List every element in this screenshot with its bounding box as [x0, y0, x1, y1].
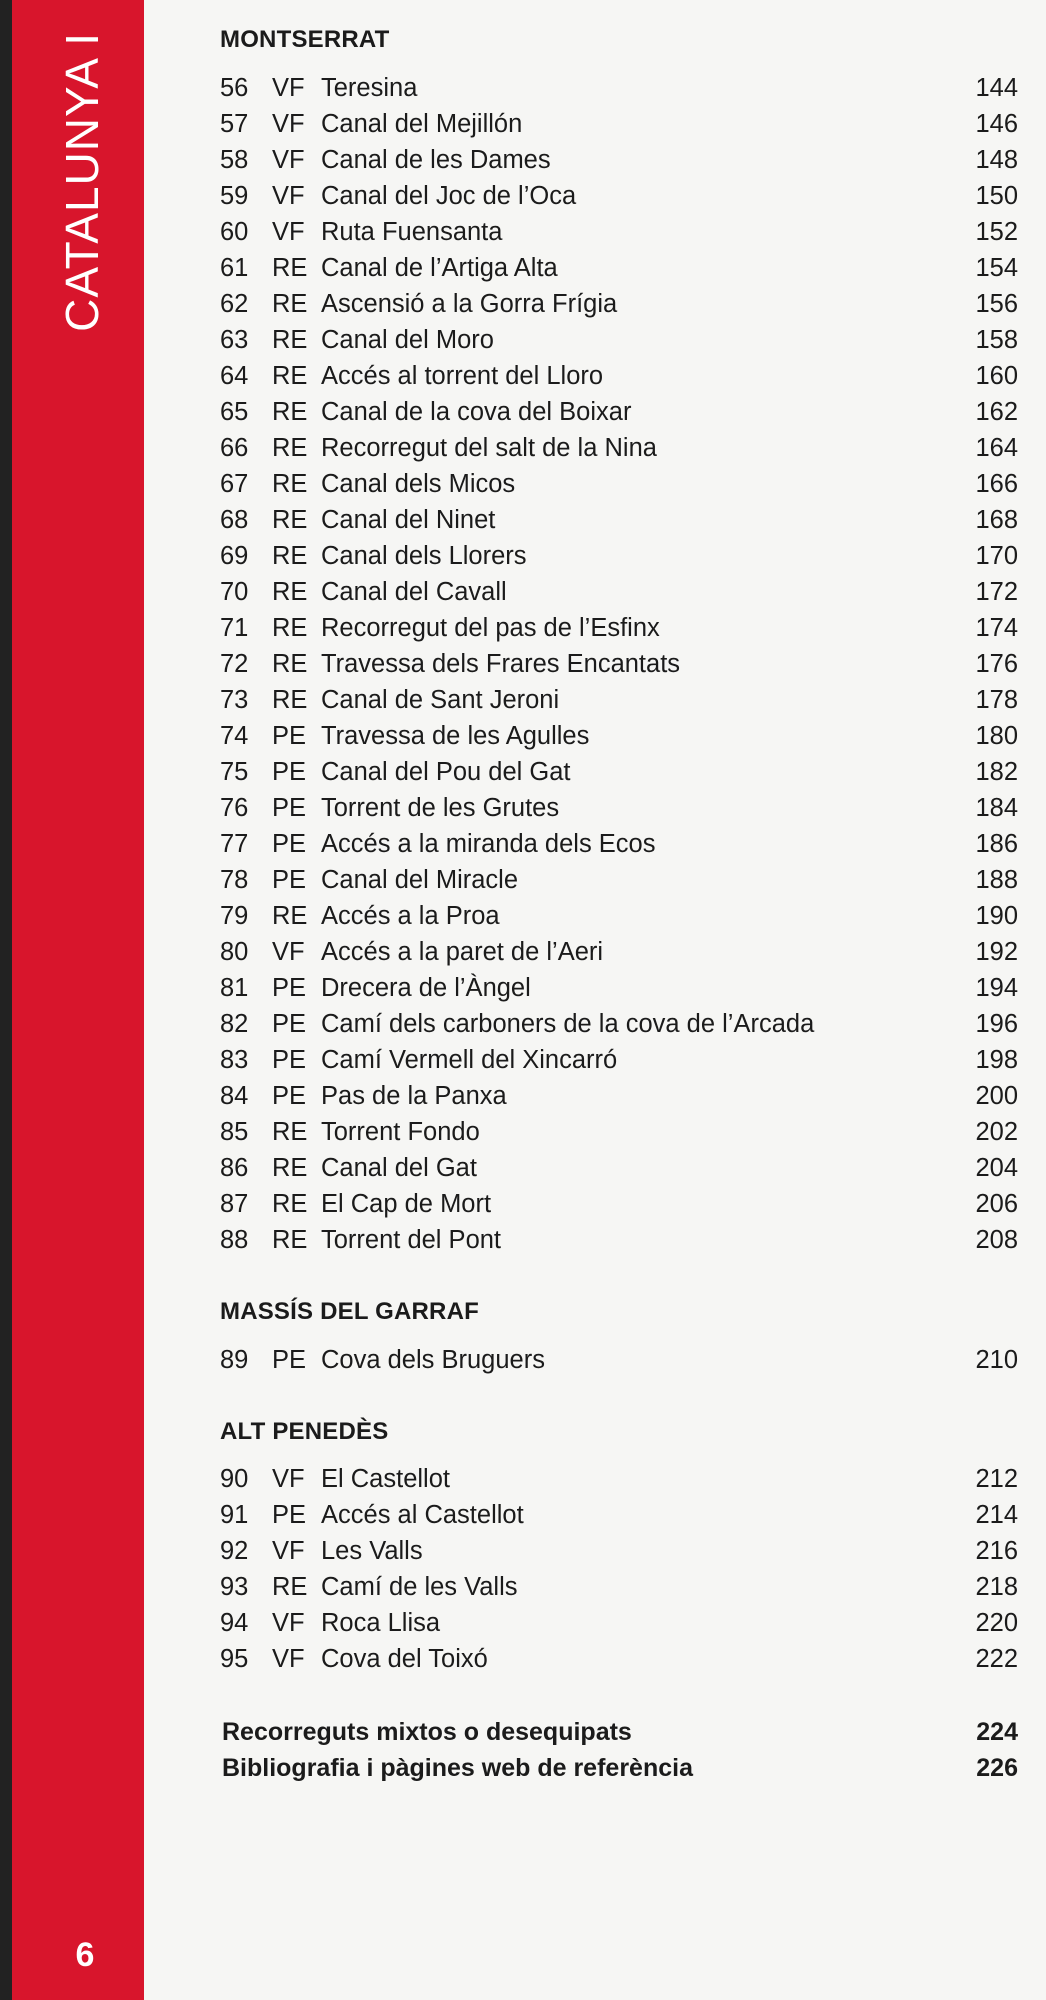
entry-page: 178	[975, 686, 1018, 714]
entry-number: 64	[220, 362, 249, 390]
entry-number: 87	[220, 1190, 249, 1218]
entry-title: Accés al torrent del Lloro	[321, 362, 604, 390]
entry-code: PE	[272, 1501, 307, 1529]
entry-title: Canal del Pou del Gat	[321, 758, 571, 786]
entry-code: RE	[272, 470, 308, 498]
entry-code: VF	[272, 218, 305, 246]
entry-page: 200	[975, 1082, 1018, 1110]
entry-number: 69	[220, 542, 249, 570]
entry-number: 86	[220, 1154, 249, 1182]
entry-page: 174	[975, 614, 1018, 642]
toc-row[interactable]	[220, 1461, 1018, 1497]
entry-code: RE	[272, 1154, 308, 1182]
entry-code: VF	[272, 1645, 305, 1673]
entry-code: PE	[272, 866, 307, 894]
toc-row[interactable]	[220, 538, 1018, 574]
toc-row[interactable]	[220, 1186, 1018, 1222]
entry-page: 188	[975, 866, 1018, 894]
entry-code: RE	[272, 398, 308, 426]
entry-number: 82	[220, 1010, 249, 1038]
entry-page: 172	[975, 578, 1018, 606]
entry-page: 210	[975, 1346, 1018, 1374]
entry-code: PE	[272, 974, 307, 1002]
entry-number: 77	[220, 830, 249, 858]
entry-number: 81	[220, 974, 249, 1002]
entry-page: 198	[975, 1046, 1018, 1074]
entry-page: 176	[975, 650, 1018, 678]
entry-page: 152	[975, 218, 1018, 246]
entry-number: 67	[220, 470, 249, 498]
entry-page: 192	[975, 938, 1018, 966]
entry-number: 90	[220, 1465, 249, 1493]
toc-row[interactable]	[220, 970, 1018, 1006]
entry-title: Canal dels Micos	[321, 470, 516, 498]
extra-page: 226	[976, 1754, 1018, 1782]
entry-page: 222	[975, 1645, 1018, 1673]
entry-code: VF	[272, 74, 305, 102]
entry-code: PE	[272, 1010, 307, 1038]
entry-title: Canal del Miracle	[321, 866, 519, 894]
entry-title: Accés a la paret de l’Aeri	[321, 938, 604, 966]
entry-page: 184	[975, 794, 1018, 822]
entry-page: 186	[975, 830, 1018, 858]
entry-page: 162	[975, 398, 1018, 426]
entry-number: 93	[220, 1573, 249, 1601]
entry-title: Torrent Fondo	[321, 1118, 480, 1146]
entry-page: 144	[975, 74, 1018, 102]
entry-title: El Castellot	[321, 1465, 450, 1493]
toc-row[interactable]	[220, 826, 1018, 862]
entry-title: El Cap de Mort	[321, 1190, 492, 1218]
entry-title: Canal del Cavall	[321, 578, 507, 606]
entry-page: 150	[975, 182, 1018, 210]
entry-number: 75	[220, 758, 249, 786]
entry-title: Accés a la miranda dels Ecos	[321, 830, 656, 858]
entry-number: 76	[220, 794, 249, 822]
toc-row[interactable]	[220, 322, 1018, 358]
toc-row[interactable]	[220, 142, 1018, 178]
entry-number: 84	[220, 1082, 249, 1110]
entry-code: RE	[272, 650, 308, 678]
sidebar-title-wrap	[52, 32, 112, 352]
entry-title: Canal del Moro	[321, 326, 494, 354]
entry-title: Recorregut del salt de la Nina	[321, 434, 657, 462]
toc-row[interactable]	[220, 466, 1018, 502]
page-number: 6	[75, 1936, 95, 1974]
entry-code: RE	[272, 542, 308, 570]
entry-code: RE	[272, 578, 308, 606]
entry-page: 216	[975, 1537, 1018, 1565]
toc-row[interactable]	[220, 286, 1018, 322]
entry-code: VF	[272, 1609, 305, 1637]
toc-row[interactable]	[220, 502, 1018, 538]
entry-code: RE	[272, 1118, 308, 1146]
entry-code: VF	[272, 938, 305, 966]
entry-title: Canal del Gat	[321, 1154, 477, 1182]
entry-page: 194	[975, 974, 1018, 1002]
entry-page: 214	[975, 1501, 1018, 1529]
entry-number: 83	[220, 1046, 249, 1074]
entry-title: Torrent de les Grutes	[321, 794, 560, 822]
entry-number: 89	[220, 1346, 249, 1374]
entry-title: Canal del Joc de l’Oca	[321, 182, 577, 210]
entry-code: PE	[272, 1082, 307, 1110]
entry-page: 204	[975, 1154, 1018, 1182]
entry-page: 170	[975, 542, 1018, 570]
toc-row[interactable]	[220, 754, 1018, 790]
entry-title: Canal de la cova del Boixar	[321, 398, 632, 426]
entry-code: RE	[272, 686, 308, 714]
entry-number: 71	[220, 614, 249, 642]
entry-page: 168	[975, 506, 1018, 534]
entry-code: RE	[272, 1573, 308, 1601]
entry-number: 66	[220, 434, 249, 462]
entry-code: VF	[272, 146, 305, 174]
toc-row[interactable]	[220, 898, 1018, 934]
toc-row[interactable]	[220, 1078, 1018, 1114]
toc-row[interactable]	[220, 718, 1018, 754]
entry-code: RE	[272, 506, 308, 534]
entry-number: 60	[220, 218, 249, 246]
entry-number: 57	[220, 110, 249, 138]
entry-title: Canal de l’Artiga Alta	[321, 254, 558, 282]
entry-code: RE	[272, 1190, 308, 1218]
toc-row[interactable]	[220, 934, 1018, 970]
entry-page: 154	[975, 254, 1018, 282]
entry-code: RE	[272, 254, 308, 282]
entry-title: Pas de la Panxa	[321, 1082, 507, 1110]
entry-page: 206	[975, 1190, 1018, 1218]
entry-title: Ascensió a la Gorra Frígia	[321, 290, 618, 318]
entry-code: RE	[272, 902, 308, 930]
entry-code: RE	[272, 290, 308, 318]
toc-row[interactable]	[220, 610, 1018, 646]
toc-row[interactable]	[220, 250, 1018, 286]
entry-page: 212	[975, 1465, 1018, 1493]
entry-number: 58	[220, 146, 249, 174]
entry-title: Camí de les Valls	[321, 1573, 518, 1601]
entry-title: Cova dels Bruguers	[321, 1346, 545, 1374]
entry-page: 202	[975, 1118, 1018, 1146]
entry-number: 92	[220, 1537, 249, 1565]
entry-page: 158	[975, 326, 1018, 354]
entry-number: 79	[220, 902, 249, 930]
entry-number: 95	[220, 1645, 249, 1673]
toc-row[interactable]	[220, 1114, 1018, 1150]
toc-row[interactable]	[220, 790, 1018, 826]
toc-row[interactable]	[220, 682, 1018, 718]
toc-row[interactable]	[220, 1042, 1018, 1078]
toc-row[interactable]	[220, 1569, 1018, 1605]
entry-number: 72	[220, 650, 249, 678]
toc-row[interactable]	[220, 1641, 1018, 1677]
section-heading-montserrat: MONTSERRAT	[220, 26, 390, 53]
entry-title: Travessa de les Agulles	[321, 722, 590, 750]
entry-title: Accés al Castellot	[321, 1501, 524, 1529]
toc-row[interactable]	[220, 358, 1018, 394]
toc-row[interactable]	[220, 430, 1018, 466]
entry-number: 85	[220, 1118, 249, 1146]
toc-row[interactable]	[220, 1605, 1018, 1641]
entry-page: 196	[975, 1010, 1018, 1038]
entry-page: 190	[975, 902, 1018, 930]
entry-code: VF	[272, 1537, 305, 1565]
entry-number: 70	[220, 578, 249, 606]
entry-page: 180	[975, 722, 1018, 750]
entry-number: 61	[220, 254, 249, 282]
extra-page: 224	[976, 1718, 1018, 1746]
entry-code: RE	[272, 362, 308, 390]
entry-title: Camí dels carboners de la cova de l’Arcada	[321, 1010, 815, 1038]
toc-row[interactable]	[220, 1150, 1018, 1186]
toc-row[interactable]	[220, 106, 1018, 142]
entry-title: Canal del Mejillón	[321, 110, 523, 138]
toc-row[interactable]	[220, 574, 1018, 610]
entry-title: Ruta Fuensanta	[321, 218, 503, 246]
toc-row[interactable]	[220, 394, 1018, 430]
entry-code: VF	[272, 110, 305, 138]
entry-number: 68	[220, 506, 249, 534]
entry-title: Accés a la Proa	[321, 902, 500, 930]
entry-code: VF	[272, 1465, 305, 1493]
toc-row[interactable]	[220, 214, 1018, 250]
entry-code: PE	[272, 1346, 307, 1374]
entry-title: Travessa dels Frares Encantats	[321, 650, 681, 678]
entry-code: RE	[272, 1226, 308, 1254]
toc-row[interactable]	[220, 1342, 1018, 1378]
entry-code: PE	[272, 722, 307, 750]
entry-page: 146	[975, 110, 1018, 138]
entry-title: Canal de Sant Jeroni	[321, 686, 560, 714]
entry-number: 91	[220, 1501, 249, 1529]
entry-title: Roca Llisa	[321, 1609, 441, 1637]
entry-title: Camí Vermell del Xincarró	[321, 1046, 618, 1074]
entry-number: 78	[220, 866, 249, 894]
entry-number: 73	[220, 686, 249, 714]
entry-page: 156	[975, 290, 1018, 318]
entry-title: Cova del Toixó	[321, 1645, 488, 1673]
section-heading-alt-penedes: ALT PENEDÈS	[220, 1418, 389, 1445]
extra-label: Recorreguts mixtos o desequipats	[222, 1718, 632, 1746]
entry-title: Recorregut del pas de l’Esfinx	[321, 614, 660, 642]
entry-code: PE	[272, 758, 307, 786]
entry-code: RE	[272, 614, 308, 642]
entry-code: VF	[272, 182, 305, 210]
extra-label: Bibliografia i pàgines web de referència	[222, 1754, 693, 1782]
entry-page: 218	[975, 1573, 1018, 1601]
entry-number: 65	[220, 398, 249, 426]
entry-code: RE	[272, 326, 308, 354]
entry-number: 56	[220, 74, 249, 102]
entry-page: 166	[975, 470, 1018, 498]
entry-title: Drecera de l’Àngel	[321, 974, 531, 1002]
entry-number: 63	[220, 326, 249, 354]
extra-entry-bibliography[interactable]	[222, 1750, 1018, 1786]
toc-row[interactable]	[220, 1222, 1018, 1258]
section-heading-garraf: MASSÍS DEL GARRAF	[220, 1298, 479, 1325]
entry-page: 148	[975, 146, 1018, 174]
toc-row[interactable]	[220, 70, 1018, 106]
extra-entry-mixed-routes[interactable]	[222, 1714, 1018, 1750]
entry-page: 220	[975, 1609, 1018, 1637]
entry-number: 62	[220, 290, 249, 318]
entry-code: PE	[272, 830, 307, 858]
sidebar-title: CATALUNYA I	[56, 32, 108, 332]
entry-title: Torrent del Pont	[321, 1226, 502, 1254]
toc-row[interactable]	[220, 1497, 1018, 1533]
entry-title: Teresina	[321, 74, 418, 102]
entry-page: 160	[975, 362, 1018, 390]
entry-number: 88	[220, 1226, 249, 1254]
toc-row[interactable]	[220, 1006, 1018, 1042]
entry-page: 182	[975, 758, 1018, 786]
toc-row[interactable]	[220, 1533, 1018, 1569]
entry-code: RE	[272, 434, 308, 462]
entry-page: 164	[975, 434, 1018, 462]
entry-title: Les Valls	[321, 1537, 423, 1565]
entry-title: Canal del Ninet	[321, 506, 496, 534]
entry-number: 74	[220, 722, 249, 750]
toc-row[interactable]	[220, 646, 1018, 682]
entry-number: 94	[220, 1609, 249, 1637]
entry-title: Canal de les Dames	[321, 146, 551, 174]
entry-number: 59	[220, 182, 249, 210]
entry-code: PE	[272, 1046, 307, 1074]
entry-page: 208	[975, 1226, 1018, 1254]
toc-row[interactable]	[220, 862, 1018, 898]
entry-number: 80	[220, 938, 249, 966]
entry-title: Canal dels Llorers	[321, 542, 527, 570]
entry-code: PE	[272, 794, 307, 822]
toc-row[interactable]	[220, 178, 1018, 214]
